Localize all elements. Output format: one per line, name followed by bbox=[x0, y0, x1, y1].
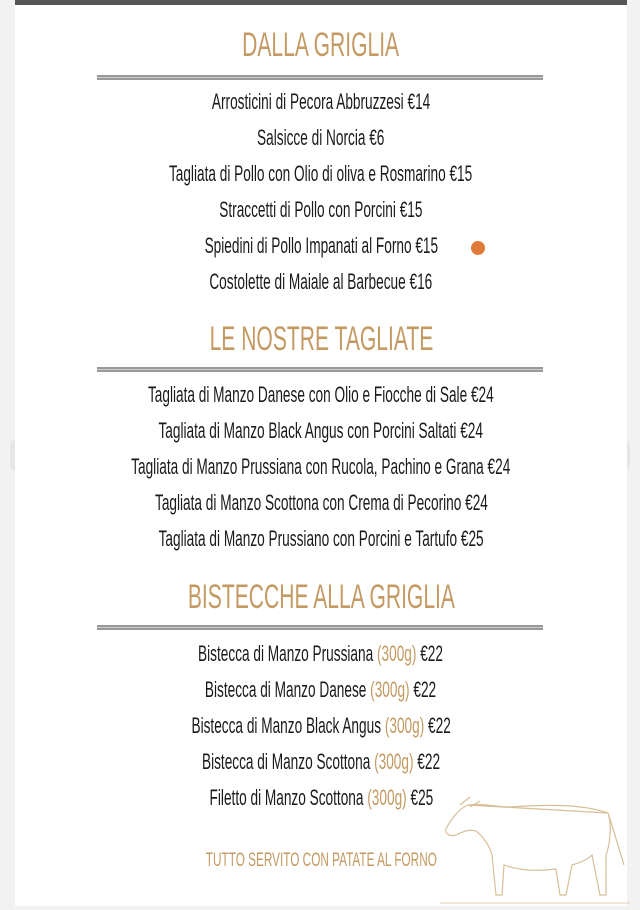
menu-item: Bistecca di Manzo Danese (300g) €22 bbox=[205, 677, 437, 702]
menu-item: Tagliata di Pollo con Olio di oliva e Rosmarino €15 bbox=[169, 161, 473, 186]
menu-item: Spiedini di Pollo Impanati al Forno €15 bbox=[204, 233, 438, 258]
section-title: LE NOSTRE TAGLIATE bbox=[209, 320, 433, 358]
menu-item: Costolette di Maiale al Barbecue €16 bbox=[209, 269, 433, 294]
cow-illustration bbox=[440, 785, 630, 910]
special-marker-icon bbox=[471, 241, 485, 255]
menu-item: Bistecca di Manzo Black Angus (300g) €22 bbox=[191, 713, 451, 738]
footer-note: TUTTO SERVITO CON PATATE AL FORNO bbox=[205, 850, 437, 871]
menu-item: Tagliata di Manzo Prussiano con Porcini e Tartufo €25 bbox=[158, 526, 484, 551]
divider bbox=[97, 367, 543, 372]
menu-item: Salsicce di Norcia €6 bbox=[257, 125, 385, 150]
menu-item: Tagliata di Manzo Black Angus con Porcini Saltati €24 bbox=[158, 418, 484, 443]
menu-item: Tagliata di Manzo Prussiana con Rucola, Pachino e Grana €24 bbox=[131, 454, 511, 479]
section-title: DALLA GRIGLIA bbox=[242, 26, 400, 64]
divider bbox=[97, 625, 543, 630]
menu-page bbox=[15, 5, 627, 906]
menu-item: Tagliata di Manzo Danese con Olio e Fiocche di Sale €24 bbox=[148, 382, 494, 407]
menu-item: Bistecca di Manzo Prussiana (300g) €22 bbox=[198, 641, 444, 666]
menu-item: Straccetti di Pollo con Porcini €15 bbox=[219, 197, 423, 222]
section-title: BISTECCHE ALLA GRIGLIA bbox=[187, 578, 455, 616]
menu-item: Arrosticini di Pecora Abbruzzesi €14 bbox=[211, 89, 431, 114]
menu-item: Tagliata di Manzo Scottona con Crema di Pecorino €24 bbox=[154, 490, 488, 515]
menu-item: Bistecca di Manzo Scottona (300g) €22 bbox=[201, 749, 441, 774]
divider bbox=[97, 75, 543, 80]
menu-item: Filetto di Manzo Scottona (300g) €25 bbox=[209, 785, 433, 810]
